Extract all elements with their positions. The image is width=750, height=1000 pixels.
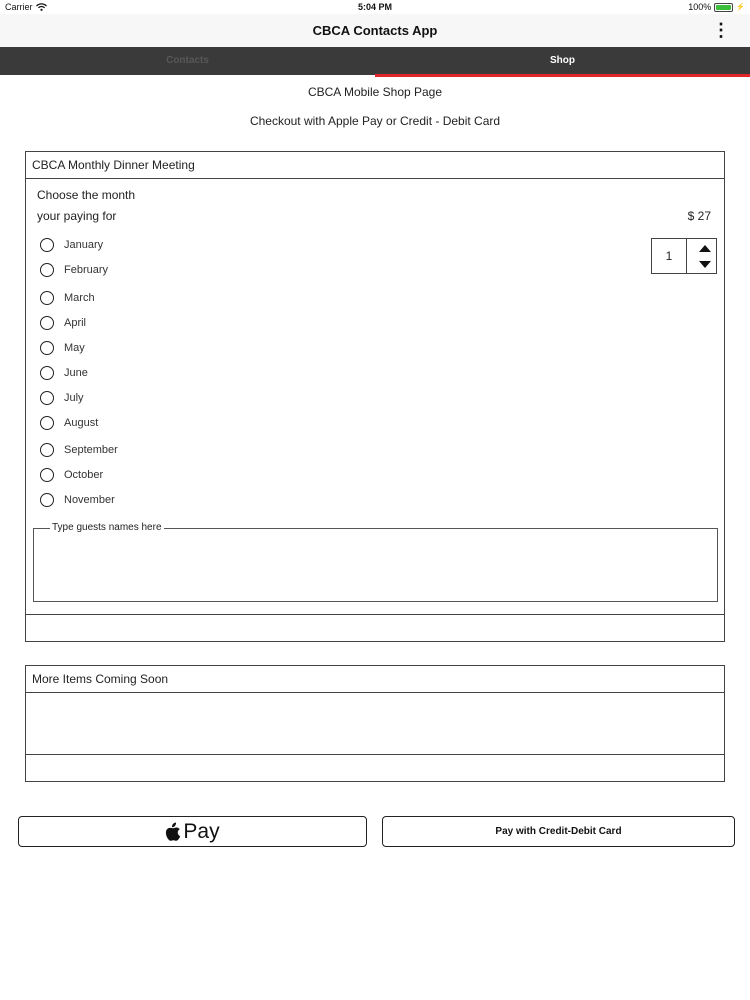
radio-icon[interactable] (40, 443, 54, 457)
radio-icon[interactable] (40, 366, 54, 380)
month-label: May (64, 342, 85, 354)
radio-icon[interactable] (40, 416, 54, 430)
increment-icon[interactable] (699, 245, 711, 252)
tab-bar (0, 47, 750, 75)
pay-with-card-button[interactable]: Pay with Credit-Debit Card (382, 816, 735, 847)
choose-month-label-line1: Choose the month (37, 188, 136, 202)
apple-pay-label: Pay (183, 819, 220, 843)
month-label: January (64, 239, 104, 251)
app-title: CBCA Contacts App (312, 23, 438, 38)
dinner-meeting-header: CBCA Monthly Dinner Meeting (26, 152, 724, 179)
guests-names-input[interactable] (33, 522, 718, 602)
radio-icon[interactable] (40, 291, 54, 305)
month-label: February (64, 264, 109, 276)
decrement-icon[interactable] (699, 261, 711, 268)
page-title: CBCA Mobile Shop Page (307, 85, 443, 99)
radio-icon[interactable] (40, 468, 54, 482)
dinner-meeting-panel (25, 151, 725, 642)
quantity-stepper[interactable] (651, 238, 717, 274)
more-items-panel (25, 665, 725, 782)
more-items-header: More Items Coming Soon (26, 666, 724, 693)
month-option-january[interactable] (40, 237, 103, 253)
month-label: November (64, 494, 115, 506)
guests-names-label: Type guests names here (52, 522, 162, 533)
more-vertical-icon[interactable]: ⋮ (712, 20, 730, 40)
apple-logo-icon (165, 822, 181, 841)
month-label: July (64, 392, 84, 404)
quantity-value[interactable]: 1 (652, 239, 687, 273)
carrier-label: Carrier (5, 2, 33, 12)
clock: 5:04 PM (357, 2, 392, 12)
stepper-arrows[interactable] (687, 239, 716, 273)
apple-pay-button[interactable] (18, 816, 367, 847)
month-label: August (64, 417, 99, 429)
choose-month-label-line2: your paying for (37, 209, 117, 223)
month-option-may[interactable] (40, 340, 85, 356)
battery-indicator (688, 2, 745, 12)
radio-icon[interactable] (40, 341, 54, 355)
dinner-meeting-footer (26, 614, 724, 641)
month-option-february[interactable] (40, 262, 108, 278)
tab-contacts[interactable]: Contacts (166, 55, 209, 66)
page-subtitle: Checkout with Apple Pay or Credit - Debit Card (249, 114, 501, 128)
month-option-november[interactable] (40, 492, 115, 508)
radio-icon[interactable] (40, 316, 54, 330)
battery-percent: 100% (688, 2, 712, 12)
radio-icon[interactable] (40, 263, 54, 277)
month-label: March (64, 292, 95, 304)
month-option-october[interactable] (40, 467, 103, 483)
more-items-footer (26, 754, 724, 781)
month-label: September (64, 444, 118, 456)
month-option-june[interactable] (40, 365, 88, 381)
month-option-march[interactable] (40, 290, 95, 306)
status-bar (0, 0, 750, 14)
navigation-bar (0, 14, 750, 47)
month-option-august[interactable] (40, 415, 98, 431)
charging-icon: ⚡ (736, 4, 745, 11)
radio-icon[interactable] (40, 238, 54, 252)
battery-icon (714, 3, 733, 12)
radio-icon[interactable] (40, 391, 54, 405)
radio-icon[interactable] (40, 493, 54, 507)
month-label: October (64, 469, 104, 481)
month-option-april[interactable] (40, 315, 86, 331)
month-label: April (64, 317, 87, 329)
month-option-july[interactable] (40, 390, 84, 406)
price-label: $ 27 (687, 209, 711, 223)
tab-shop[interactable]: Shop (375, 47, 750, 75)
month-label: June (64, 367, 88, 379)
month-option-september[interactable] (40, 442, 118, 458)
